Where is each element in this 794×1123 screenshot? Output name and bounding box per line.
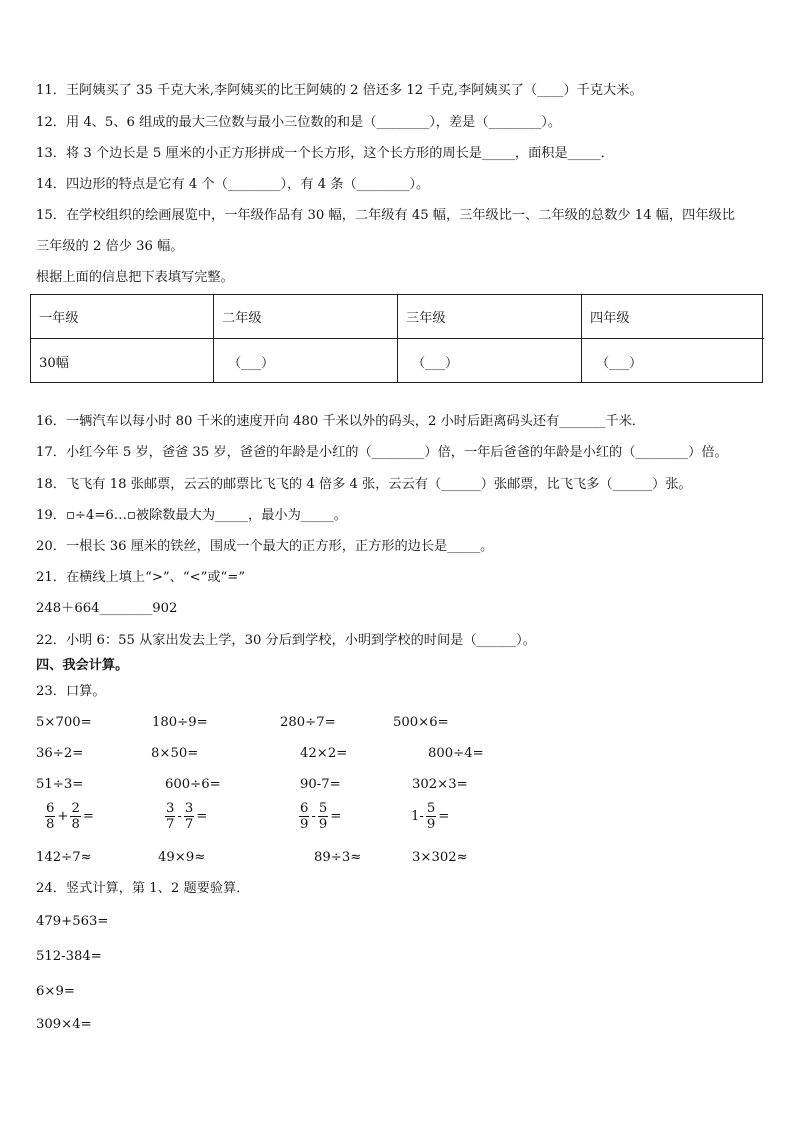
calc-item: 90-7= xyxy=(300,777,341,792)
question-20: 20．一根长 36 厘米的铁丝，围成一个最大的正方形，正方形的边长是_____。 xyxy=(36,539,494,554)
calc-item: 36÷2= xyxy=(36,746,84,761)
table-header-grade-2: 二年级 xyxy=(214,295,398,339)
question-19: 19．▫÷4=6…▫被除数最大为_____，最小为_____。 xyxy=(36,508,347,523)
equals: = xyxy=(330,809,342,824)
vertical-calc-item: 479+563= xyxy=(36,914,109,929)
question-21: 21．在横线上填上“>”、“<”或“=” xyxy=(36,570,246,585)
denominator: 7 xyxy=(184,817,194,832)
question-14: 14．四边形的特点是它有 4 个（________），有 4 条（________）。 xyxy=(36,177,430,192)
calc-item: 142÷7≈ xyxy=(36,850,92,865)
leading-term: 1- xyxy=(411,809,424,824)
numerator: 6 xyxy=(300,801,309,816)
denominator: 7 xyxy=(166,817,175,832)
equals: = xyxy=(438,809,450,824)
table-value-grade-1: 30幅 xyxy=(31,339,214,383)
question-15-line-2: 三年级的 2 倍少 36 幅。 xyxy=(36,239,184,254)
calc-item: 600÷6= xyxy=(165,777,221,792)
vertical-calc-item: 6×9= xyxy=(36,984,75,999)
fraction xyxy=(45,801,55,832)
question-12: 12．用 4、5、6 组成的最大三位数与最小三位数的和是（________），差是（________）。 xyxy=(36,115,562,130)
operator: - xyxy=(311,809,316,824)
table-blank-grade-3[interactable]: （___） xyxy=(398,339,582,383)
question-11: 11．王阿姨买了 35 千克大米,李阿姨买的比王阿姨的 2 倍还多 12 千克,李阿姨买了（____）千克大米。 xyxy=(36,83,643,98)
fraction-calc-2 xyxy=(164,801,208,832)
table-header-grade-3: 三年级 xyxy=(398,295,582,339)
calc-item: 3×302≈ xyxy=(412,850,468,865)
calc-item: 49×9≈ xyxy=(158,850,206,865)
numerator: 3 xyxy=(166,801,175,816)
table-header-grade-1: 一年级 xyxy=(31,295,214,339)
equals: = xyxy=(82,809,94,824)
question-24: 24．竖式计算，第 1、2 题要验算． xyxy=(36,881,250,896)
table-blank-grade-2[interactable]: （___） xyxy=(214,339,398,383)
calc-item: 800÷4= xyxy=(428,746,484,761)
table-header-grade-4: 四年级 xyxy=(582,295,764,339)
calc-item: 42×2= xyxy=(300,746,348,761)
numerator: 2 xyxy=(71,801,80,816)
calc-item: 280÷7= xyxy=(280,715,336,730)
calc-item: 5×700= xyxy=(36,715,92,730)
operator: + xyxy=(57,809,69,824)
question-18: 18．飞飞有 18 张邮票，云云的邮票比飞飞的 4 倍多 4 张，云云有（______）张邮票，比飞飞多（______）张。 xyxy=(36,477,692,492)
denominator: 9 xyxy=(300,817,309,832)
fraction xyxy=(299,801,309,832)
denominator: 9 xyxy=(318,817,328,832)
fraction-calc-4 xyxy=(410,801,450,832)
calc-item: 500×6= xyxy=(393,715,449,730)
fraction xyxy=(318,801,328,832)
denominator: 8 xyxy=(46,817,55,832)
question-17: 17．小红今年 5 岁，爸爸 35 岁，爸爸的年龄是小红的（________）倍，一年后爸爸的年龄是小红的（________）倍。 xyxy=(36,445,728,460)
fraction xyxy=(426,801,436,832)
denominator: 9 xyxy=(426,817,436,832)
numerator: 3 xyxy=(184,801,194,816)
question-15-instruction: 根据上面的信息把下表填写完整。 xyxy=(36,270,234,285)
fraction xyxy=(184,801,194,832)
calc-item: 8×50= xyxy=(151,746,199,761)
numerator: 6 xyxy=(46,801,55,816)
table-blank-grade-4[interactable]: （___） xyxy=(596,355,643,371)
calc-item: 51÷3= xyxy=(36,777,84,792)
vertical-calc-item: 512-384= xyxy=(36,949,102,964)
fraction-calc-1 xyxy=(44,801,95,832)
denominator: 8 xyxy=(71,817,80,832)
operator: - xyxy=(177,809,182,824)
calc-item: 302×3= xyxy=(412,777,468,792)
question-21-expression: 248＋664________902 xyxy=(36,601,178,616)
question-22: 22．小明 6：55 从家出发去上学，30 分后到学校，小明到学校的时间是（______）。 xyxy=(36,633,536,648)
vertical-calc-item: 309×4= xyxy=(36,1017,92,1032)
section-heading-calculation: 四、我会计算。 xyxy=(36,658,129,673)
calc-item: 89÷3≈ xyxy=(314,850,362,865)
question-23: 23．口算。 xyxy=(36,684,106,699)
calc-item: 180÷9= xyxy=(152,715,208,730)
question-13: 13．将 3 个边长是 5 厘米的小正方形拼成一个长方形，这个长方形的周长是_____，面积是_____． xyxy=(36,146,614,161)
fraction-calc-3 xyxy=(298,801,342,832)
fraction xyxy=(165,801,175,832)
grade-artwork-table xyxy=(30,294,763,383)
numerator: 5 xyxy=(426,801,436,816)
equals: = xyxy=(196,809,208,824)
numerator: 5 xyxy=(318,801,328,816)
fraction xyxy=(70,801,80,832)
question-15-line-1: 15．在学校组织的绘画展览中，一年级作品有 30 幅，二年级有 45 幅，三年级比一、二年级的总数少 14 幅，四年级比 xyxy=(36,208,735,223)
question-16: 16．一辆汽车以每小时 80 千米的速度开向 480 千米以外的码头，2 小时后距离码头还有_______千米． xyxy=(36,414,645,429)
